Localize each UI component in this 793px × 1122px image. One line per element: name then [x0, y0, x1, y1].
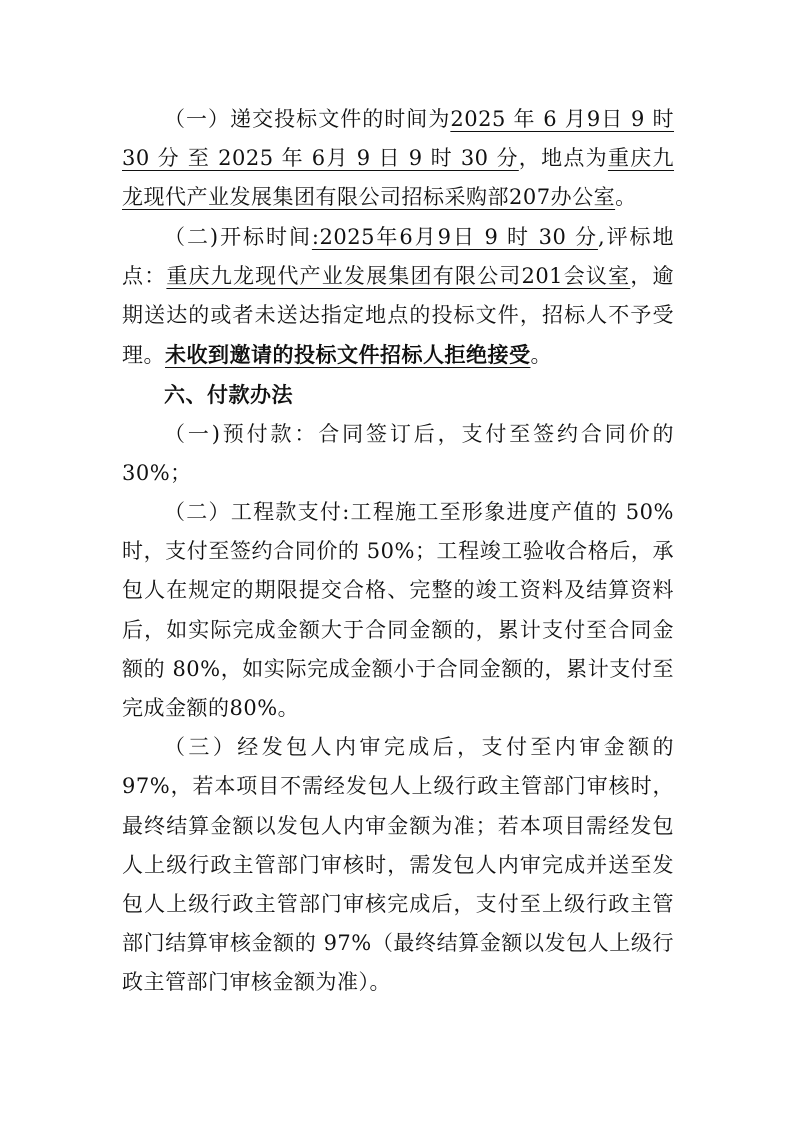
evaluation-location: 重庆九龙现代产业发展集团有限公司201会议室 — [166, 263, 631, 288]
submission-location: 重庆九龙现代产业发展集团有限公司招标采购部207办公室 — [122, 146, 675, 210]
payment-method-heading: 六、付款办法 — [164, 382, 293, 408]
submission-end: 。 — [615, 185, 637, 210]
opening-rest: ，逾期送达的或者未送达指定地点的投标文件，招标人不予受理。 — [122, 263, 675, 368]
audit-payment-paragraph: （三）经发包人内审完成后，支付至内审金额的 97%，若本项目不需经发包人上级行政主管部门审核时，最终结算金额以发包人内审金额为准；若本项目需经发包人上级行政主管部门审核时，需发包人内审完成并送至发包人上级行政主管部门审核完成后，支付至上级行政主管部门结算审核金额的 97%（最终结算金额以发包人上级行政主管部门审核金额为准）。 — [122, 735, 674, 995]
opening-time: 2025年6月9日 9 时 30 分 — [319, 224, 598, 249]
document-page — [122, 100, 674, 1003]
advance-payment-paragraph: （一)预付款：合同签订后，支付至签约合同价的 30%； — [122, 421, 674, 485]
opening-end: 。 — [530, 343, 552, 368]
opening-colon: : — [311, 224, 320, 249]
bid-opening-paragraph — [122, 218, 674, 376]
opening-prefix: （二)开标时间 — [164, 224, 312, 249]
submission-time-paragraph — [122, 100, 674, 218]
progress-payment-paragraph: （二）工程款支付:工程施工至形象进度产值的 50%时，支付至签约合同价的 50%；工程竣工验收合格后，承包人在规定的期限提交合格、完整的竣工资料及结算资料后，如实际完成金额大于合同金额的，累计支付至合同金额的 80%，如实际完成金额小于合同金额的，累计支付至完成金额的80%。 — [122, 500, 674, 721]
submission-mid: ，地点为 — [518, 146, 608, 171]
rejection-notice: 未收到邀请的投标文件招标人拒绝接受 — [165, 342, 531, 368]
opening-mid: ,评标地点： — [122, 224, 674, 288]
submission-time-range: 2025 年 6 月9日 9 时 30 分 至 2025 年 6月 9 日 9 时 30 分 — [122, 107, 675, 171]
submission-prefix: （一）递交投标文件的时间为 — [164, 107, 451, 131]
